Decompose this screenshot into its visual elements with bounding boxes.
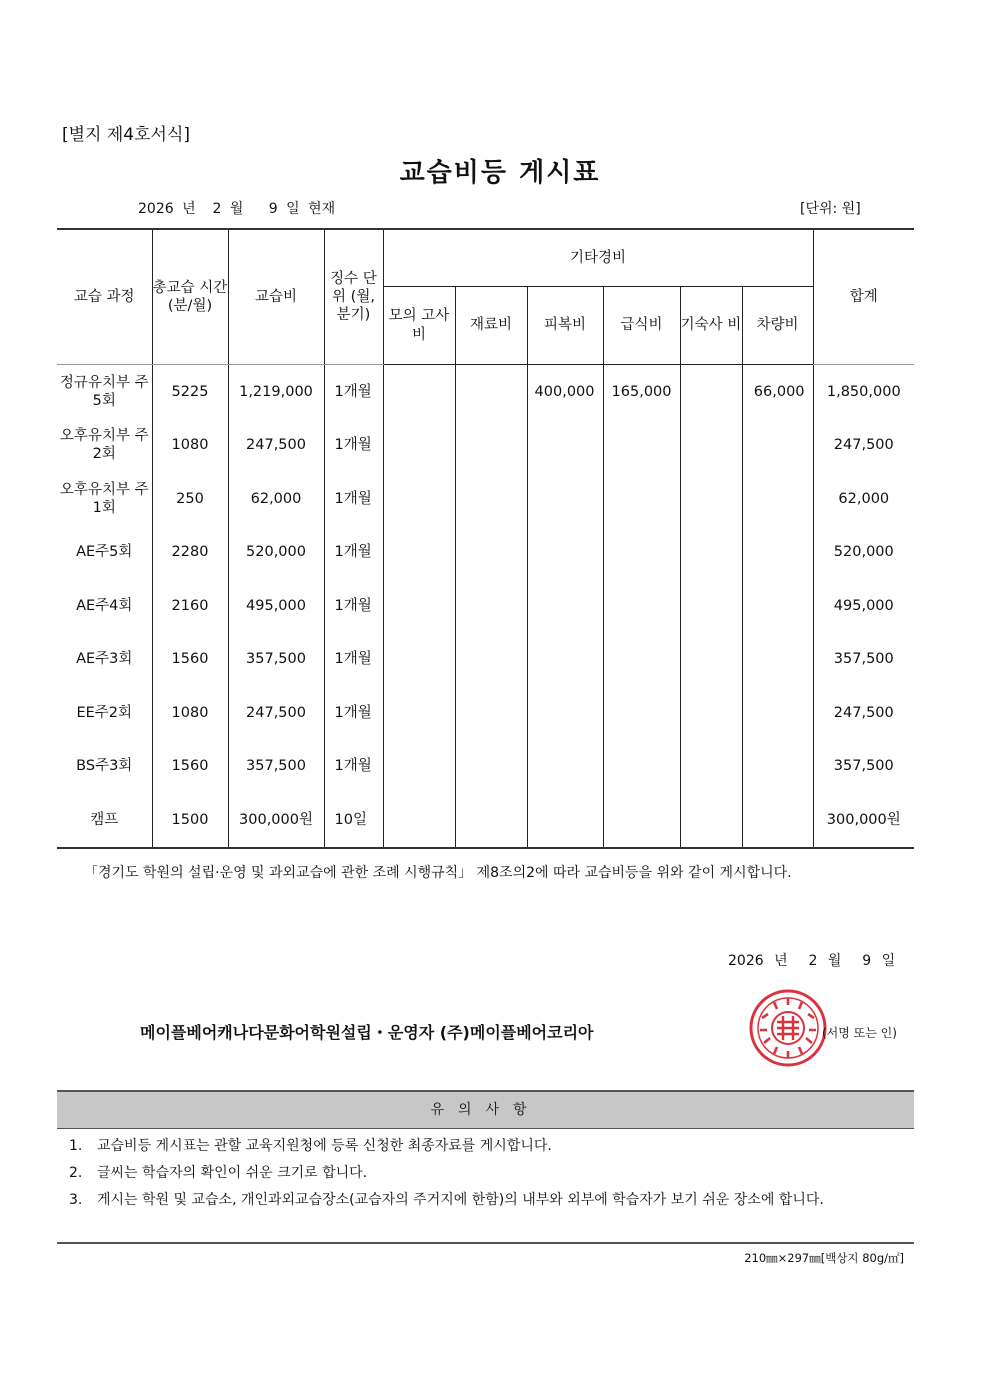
cell-hours: 250 bbox=[152, 472, 228, 526]
caution-item-text: 글씨는 학습자의 확인이 쉬운 크기로 합니다. bbox=[97, 1165, 368, 1181]
caution-item-text: 게시는 학원 및 교습소, 개인과외교습장소(교습자의 주거지에 한함)의 내부와 외부에 학습자가 보기 쉬운 장소에 합니다. bbox=[97, 1192, 824, 1208]
cell-tuition: 357,500 bbox=[228, 633, 324, 687]
cell-vehicle bbox=[742, 793, 813, 848]
cell-materials bbox=[455, 526, 527, 580]
cell-total: 357,500 bbox=[813, 633, 914, 687]
cell-materials bbox=[455, 419, 527, 473]
caution-item bbox=[57, 1187, 914, 1214]
cell-meals bbox=[603, 740, 680, 794]
cell-meals bbox=[603, 579, 680, 633]
cell-hours: 1560 bbox=[152, 740, 228, 794]
cell-dorm bbox=[680, 472, 742, 526]
cell-total: 247,500 bbox=[813, 686, 914, 740]
cell-materials bbox=[455, 365, 527, 419]
cell-vehicle: 66,000 bbox=[742, 365, 813, 419]
cell-uniform: 400,000 bbox=[527, 365, 603, 419]
cell-materials bbox=[455, 472, 527, 526]
official-seal-stamp bbox=[748, 988, 828, 1068]
table-row bbox=[57, 686, 914, 740]
cell-total: 357,500 bbox=[813, 740, 914, 794]
cell-tuition: 300,000원 bbox=[228, 793, 324, 848]
caution-item-text: 교습비등 게시표는 관할 교육지원청에 등록 신청한 최종자료를 게시합니다. bbox=[97, 1138, 552, 1154]
cell-tuition: 495,000 bbox=[228, 579, 324, 633]
caution-bottom-rule bbox=[57, 1242, 914, 1244]
cell-vehicle bbox=[742, 472, 813, 526]
cell-hours: 1560 bbox=[152, 633, 228, 687]
cell-dorm bbox=[680, 740, 742, 794]
cell-materials bbox=[455, 686, 527, 740]
cell-materials bbox=[455, 579, 527, 633]
header-total: 합계 bbox=[813, 229, 914, 365]
cell-unit: 1개월 bbox=[324, 633, 383, 687]
header-total-hours: 총교습 시간 (분/월) bbox=[152, 229, 228, 365]
cell-meals bbox=[603, 526, 680, 580]
operator-name: 메이플베어캐나다문화어학원설립・운영자 (주)메이플베어코리아 bbox=[140, 1023, 594, 1042]
header-mock-exam: 모의 고사비 bbox=[383, 287, 455, 365]
cell-meals bbox=[603, 793, 680, 848]
cell-unit: 1개월 bbox=[324, 526, 383, 580]
cell-course: 캠프 bbox=[57, 793, 152, 848]
page-title: 교습비등 게시표 bbox=[399, 158, 601, 188]
cell-dorm bbox=[680, 793, 742, 848]
caution-item-number: 1. bbox=[69, 1138, 83, 1154]
header-dormitory: 기숙사 비 bbox=[680, 287, 742, 365]
cell-vehicle bbox=[742, 740, 813, 794]
cell-unit: 1개월 bbox=[324, 740, 383, 794]
cell-mock bbox=[383, 793, 455, 848]
notice-text: 「경기도 학원의 설립·운영 및 과외교습에 관한 조례 시행규칙」 제8조의2에 따라 교습비등을 위와 같이 게시합니다. bbox=[84, 865, 792, 881]
caution-item-number: 3. bbox=[69, 1192, 83, 1208]
header-other-expenses: 기타경비 bbox=[383, 229, 813, 287]
cell-unit: 10일 bbox=[324, 793, 383, 848]
cell-course: 오후유치부 주1회 bbox=[57, 472, 152, 526]
cell-tuition: 357,500 bbox=[228, 740, 324, 794]
sign-date: 2026 년 2 월 9 일 bbox=[728, 953, 896, 969]
cell-mock bbox=[383, 365, 455, 419]
header-meals: 급식비 bbox=[603, 287, 680, 365]
cell-uniform bbox=[527, 633, 603, 687]
cell-tuition: 247,500 bbox=[228, 419, 324, 473]
cell-mock bbox=[383, 740, 455, 794]
cell-hours: 1500 bbox=[152, 793, 228, 848]
cell-materials bbox=[455, 793, 527, 848]
sign-label: (서명 또는 인) bbox=[822, 1026, 897, 1040]
cell-uniform bbox=[527, 472, 603, 526]
cell-mock bbox=[383, 472, 455, 526]
table-row bbox=[57, 579, 914, 633]
cell-mock bbox=[383, 686, 455, 740]
fee-table bbox=[57, 228, 914, 849]
cell-vehicle bbox=[742, 419, 813, 473]
cell-total: 300,000원 bbox=[813, 793, 914, 848]
cell-total: 495,000 bbox=[813, 579, 914, 633]
table-row bbox=[57, 419, 914, 473]
cell-hours: 1080 bbox=[152, 419, 228, 473]
table-row bbox=[57, 526, 914, 580]
caution-header: 유의사항 bbox=[57, 1090, 914, 1129]
cell-tuition: 520,000 bbox=[228, 526, 324, 580]
cell-course: 정규유치부 주5회 bbox=[57, 365, 152, 419]
cell-uniform bbox=[527, 526, 603, 580]
cell-materials bbox=[455, 633, 527, 687]
header-collection-unit: 징수 단위 (월, 분기) bbox=[324, 229, 383, 365]
cell-mock bbox=[383, 579, 455, 633]
cell-hours: 1080 bbox=[152, 686, 228, 740]
cell-dorm bbox=[680, 686, 742, 740]
as-of-date: 2026 년 2 월 9 일 현재 bbox=[138, 201, 336, 217]
cell-course: AE주5회 bbox=[57, 526, 152, 580]
cell-hours: 2160 bbox=[152, 579, 228, 633]
cell-tuition: 247,500 bbox=[228, 686, 324, 740]
cell-mock bbox=[383, 419, 455, 473]
cell-meals bbox=[603, 686, 680, 740]
cell-dorm bbox=[680, 526, 742, 580]
cell-vehicle bbox=[742, 579, 813, 633]
cell-unit: 1개월 bbox=[324, 686, 383, 740]
cell-hours: 2280 bbox=[152, 526, 228, 580]
caution-item bbox=[57, 1160, 914, 1187]
cell-dorm bbox=[680, 419, 742, 473]
cell-course: AE주3회 bbox=[57, 633, 152, 687]
cell-total: 62,000 bbox=[813, 472, 914, 526]
cell-course: EE주2회 bbox=[57, 686, 152, 740]
cell-vehicle bbox=[742, 633, 813, 687]
cell-total: 1,850,000 bbox=[813, 365, 914, 419]
table-row bbox=[57, 633, 914, 687]
caution-item-number: 2. bbox=[69, 1165, 83, 1181]
cell-tuition: 62,000 bbox=[228, 472, 324, 526]
caution-item bbox=[57, 1133, 914, 1160]
header-tuition: 교습비 bbox=[228, 229, 324, 365]
cell-total: 520,000 bbox=[813, 526, 914, 580]
paper-spec: 210㎜×297㎜[백상지 80g/㎡] bbox=[744, 1251, 904, 1265]
form-label: [별지 제4호서식] bbox=[62, 125, 191, 145]
cell-dorm bbox=[680, 633, 742, 687]
table-row bbox=[57, 740, 914, 794]
cell-unit: 1개월 bbox=[324, 472, 383, 526]
table-row bbox=[57, 365, 914, 419]
cell-uniform bbox=[527, 579, 603, 633]
cell-materials bbox=[455, 740, 527, 794]
cell-unit: 1개월 bbox=[324, 365, 383, 419]
header-course: 교습 과정 bbox=[57, 229, 152, 365]
cell-meals bbox=[603, 633, 680, 687]
unit-label: [단위: 원] bbox=[800, 201, 861, 217]
cell-tuition: 1,219,000 bbox=[228, 365, 324, 419]
header-vehicle: 차량비 bbox=[742, 287, 813, 365]
cell-uniform bbox=[527, 740, 603, 794]
cell-dorm bbox=[680, 579, 742, 633]
cell-unit: 1개월 bbox=[324, 419, 383, 473]
cell-dorm bbox=[680, 365, 742, 419]
caution-list bbox=[57, 1133, 914, 1214]
cell-mock bbox=[383, 633, 455, 687]
cell-mock bbox=[383, 526, 455, 580]
cell-uniform bbox=[527, 686, 603, 740]
cell-course: 오후유치부 주2회 bbox=[57, 419, 152, 473]
table-row bbox=[57, 472, 914, 526]
cell-course: BS주3회 bbox=[57, 740, 152, 794]
cell-vehicle bbox=[742, 526, 813, 580]
cell-hours: 5225 bbox=[152, 365, 228, 419]
header-uniform: 피복비 bbox=[527, 287, 603, 365]
table-row bbox=[57, 793, 914, 848]
cell-meals bbox=[603, 419, 680, 473]
cell-uniform bbox=[527, 419, 603, 473]
cell-meals: 165,000 bbox=[603, 365, 680, 419]
cell-course: AE주4회 bbox=[57, 579, 152, 633]
cell-unit: 1개월 bbox=[324, 579, 383, 633]
header-materials: 재료비 bbox=[455, 287, 527, 365]
cell-total: 247,500 bbox=[813, 419, 914, 473]
cell-meals bbox=[603, 472, 680, 526]
cell-uniform bbox=[527, 793, 603, 848]
cell-vehicle bbox=[742, 686, 813, 740]
